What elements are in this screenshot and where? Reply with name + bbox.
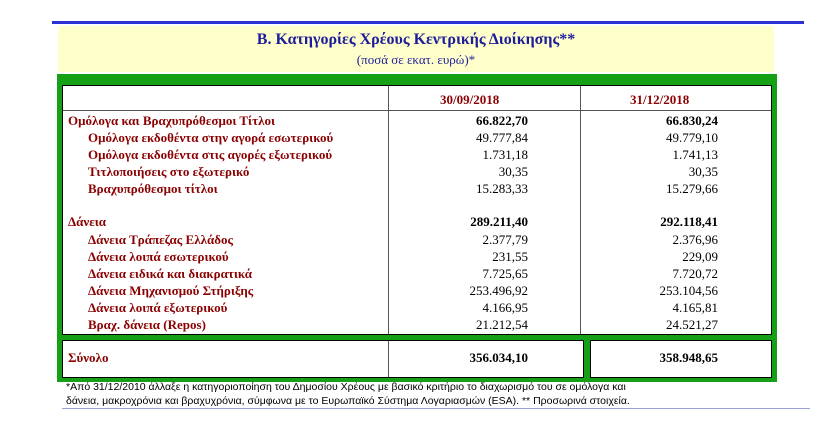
total-label: Σύνολο <box>68 350 109 365</box>
row-value-2: 4.165,81 <box>672 300 718 315</box>
table-header-box <box>58 26 774 72</box>
total-divider <box>388 341 389 377</box>
table-title: B. Κατηγορίες Χρέους Κεντρικής Διοίκησης** <box>256 31 576 48</box>
row-value-2: 66.830,24 <box>666 113 718 128</box>
row-value-2: 253.104,56 <box>659 283 718 298</box>
row-value-2: 2.376,96 <box>672 232 718 247</box>
row-value-1: 1.731,18 <box>482 147 528 162</box>
row-value-2: 15.279,66 <box>666 181 718 196</box>
row-value-1: 253.496,92 <box>469 283 528 298</box>
row-value-2: 292.118,41 <box>660 214 718 229</box>
row-value-1: 30,35 <box>498 164 528 179</box>
bottom-rule <box>62 408 810 409</box>
row-value-1: 231,55 <box>492 249 528 264</box>
row-value-1: 21.212,54 <box>476 317 528 332</box>
row-value-2: 24.521,27 <box>666 317 718 332</box>
row-value-1: 289.211,40 <box>470 214 528 229</box>
column-divider-2 <box>580 86 581 334</box>
row-label: Δάνεια <box>68 214 107 229</box>
footnote-line-1: *Από 31/12/2010 άλλαξε η κατηγοριοποίηση του Δημοσίου Χρέους με βασικό κριτήριο το διαχωρισμό του σε ομόλογα και <box>66 381 626 393</box>
row-label: Δάνεια ειδικά και διακρατικά <box>88 266 252 281</box>
row-label: Βραχυπρόθεσμοι τίτλοι <box>88 181 218 196</box>
row-value-1: 2.377,79 <box>482 232 528 247</box>
table-subtitle: (ποσά σε εκατ. ευρώ)* <box>356 52 476 67</box>
row-label: Βραχ. δάνεια (Repos) <box>88 317 206 332</box>
row-value-1: 4.166,95 <box>482 300 528 315</box>
column-divider-1 <box>388 86 389 334</box>
row-value-2: 229,09 <box>682 249 718 264</box>
row-label: Ομόλογα εκδοθέντα στις αγορές εξωτερικού <box>88 147 333 162</box>
row-label: Ομόλογα και Βραχυπρόθεσμοι Τίτλοι <box>68 113 275 128</box>
row-value-2: 7.720,72 <box>672 266 718 281</box>
row-label: Δάνεια Μηχανισμού Στήριξης <box>88 283 254 298</box>
row-label: Δάνεια λοιπά εσωτερικού <box>88 249 229 264</box>
top-rule <box>52 21 804 24</box>
column-header-2: 31/12/2018 <box>630 92 690 107</box>
column-header-1: 30/09/2018 <box>440 92 500 107</box>
row-label: Ομόλογα εκδοθέντα στην αγορά εσωτερικού <box>88 130 334 145</box>
row-value-2: 30,35 <box>688 164 718 179</box>
row-value-1: 7.725,65 <box>482 266 528 281</box>
row-value-1: 66.822,70 <box>476 113 528 128</box>
footnote <box>66 380 786 408</box>
row-label: Δάνεια λοιπά εξωτερικού <box>88 300 228 315</box>
footnote-line-2: δάνεια, μακροχρόνια και βραχυχρόνια, σύμφωνα με το Ευρωπαϊκό Σύστημα Λογαριασμών (ESA). ** Προσωρινά στοιχεία. <box>66 395 630 407</box>
total-value-2: 358.948,65 <box>659 350 718 365</box>
row-value-1: 49.777,84 <box>476 130 528 145</box>
row-value-2: 1.741,13 <box>672 147 718 162</box>
row-label: Τιτλοποιήσεις στο εξωτερικό <box>88 164 250 179</box>
row-value-1: 15.283,33 <box>476 181 528 196</box>
row-value-2: 49.779,10 <box>666 130 718 145</box>
row-label: Δάνεια Τράπεζας Ελλάδος <box>88 232 233 247</box>
total-value-1: 356.034,10 <box>469 350 528 365</box>
header-divider <box>63 110 771 111</box>
